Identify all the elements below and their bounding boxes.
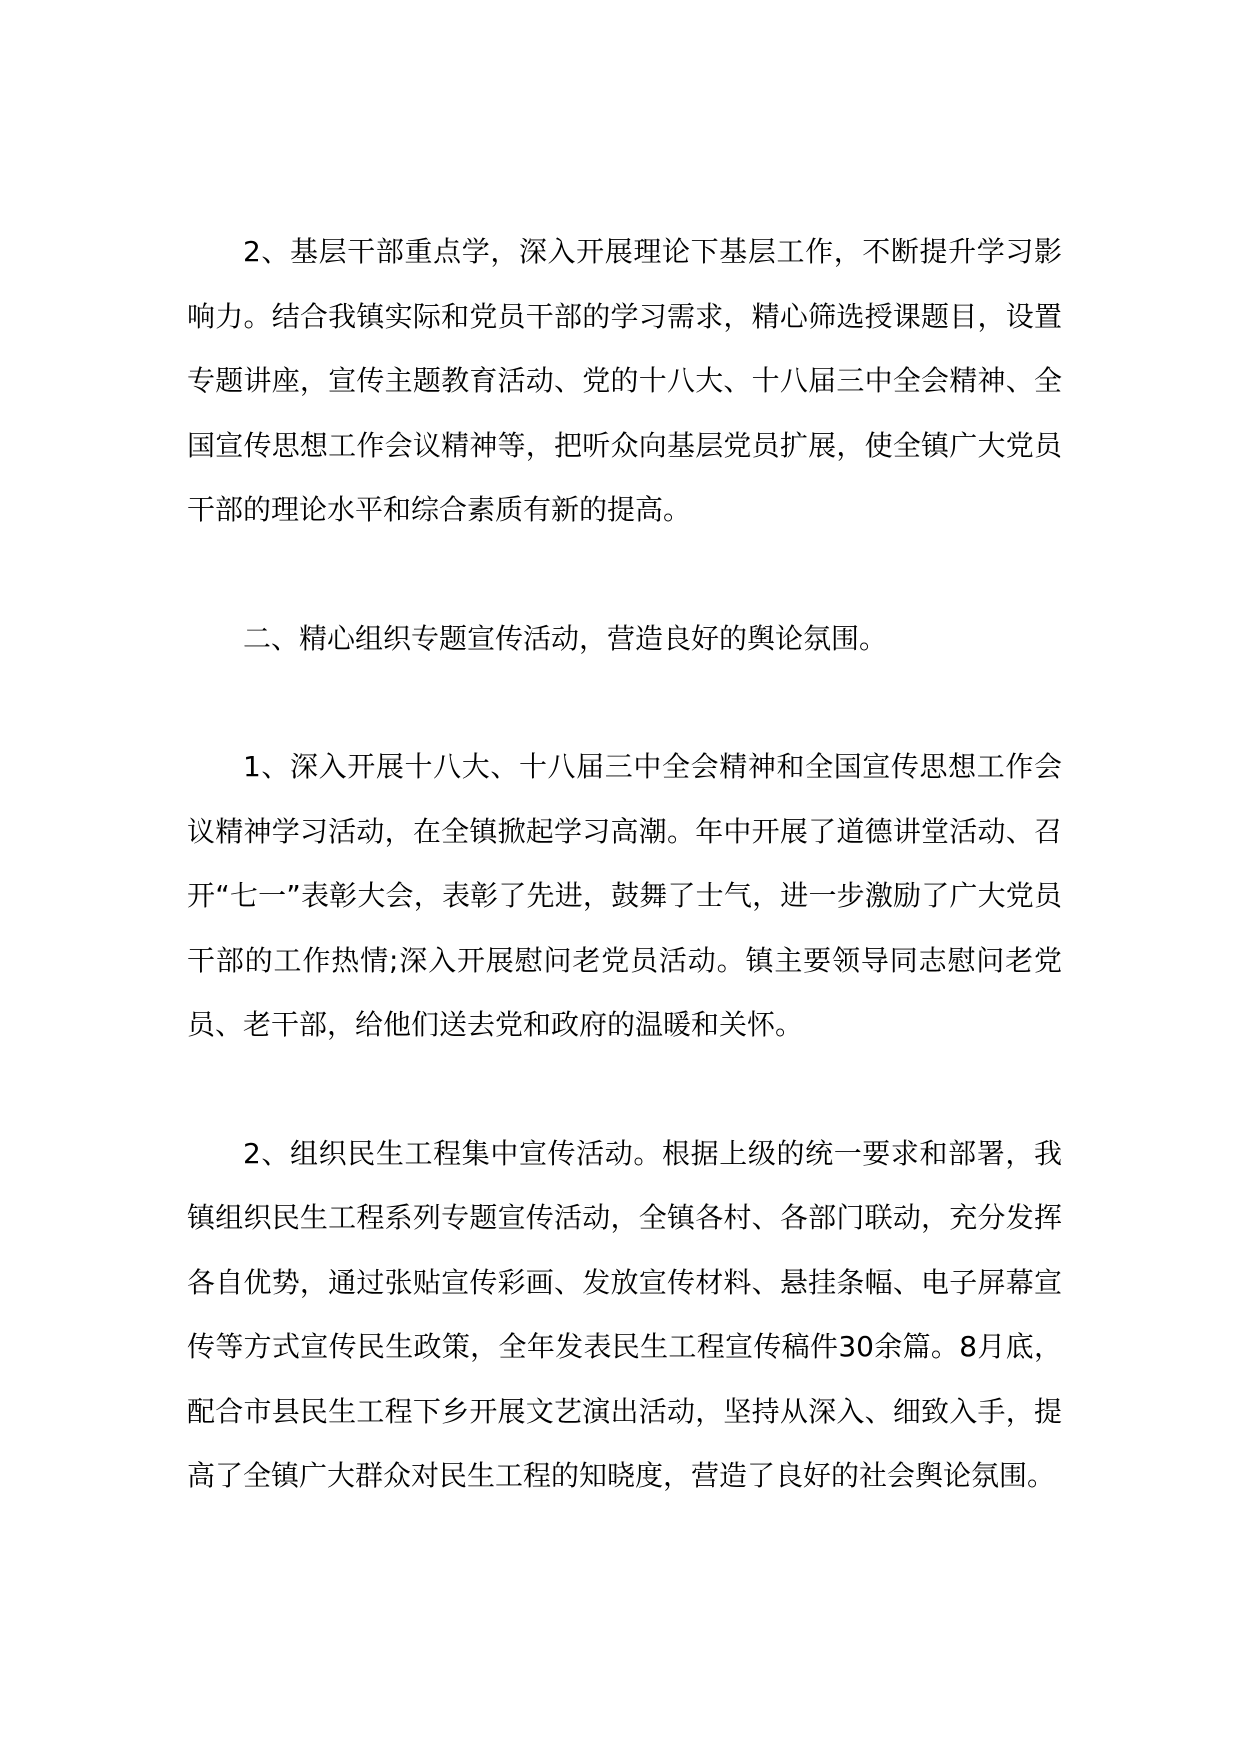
paragraph-livelihood-publicity: 2、组织民生工程集中宣传活动。根据上级的统一要求和部署，我镇组织民生工程系列专题宣传活动，全镇各村、各部门联动，充分发挥各自优势，通过张贴宣传彩画、发放宣传材料、悬挂条幅、电子屏幕宣传等方式宣传民生政策，全年发表民生工程宣传稿件30余篇。8月底，配合市县民生工程下乡开展文艺演出活动，坚持从深入、细致入手，提高了全镇广大群众对民生工程的知晓度，营造了良好的社会舆论氛围。 (187, 1136, 1062, 1492)
document-body (187, 220, 1062, 1509)
paragraph-gap (187, 671, 1062, 735)
paragraph-gap (187, 543, 1062, 607)
paragraph-study-activities: 1、深入开展十八大、十八届三中全会精神和全国宣传思想工作会议精神学习活动，在全镇掀起学习高潮。年中开展了道德讲堂活动、召开“七一”表彰大会，表彰了先进，鼓舞了士气，进一步激励了广大党员干部的工作热情;深入开展慰问老党员活动。镇主要领导同志慰问老党员、老干部，给他们送去党和政府的温暖和关怀。 (187, 750, 1062, 1041)
section-heading-publicity: 二、精心组织专题宣传活动，营造良好的舆论氛围。 (243, 621, 888, 655)
paragraph-gap (187, 1058, 1062, 1122)
paragraph-grassroots-study: 2、基层干部重点学，深入开展理论下基层工作，不断提升学习影响力。结合我镇实际和党员干部的学习需求，精心筛选授课题目，设置专题讲座，宣传主题教育活动、党的十八大、十八届三中全会精神、全国宣传思想工作会议精神等，把听众向基层党员扩展，使全镇广大党员干部的理论水平和综合素质有新的提高。 (187, 235, 1062, 526)
